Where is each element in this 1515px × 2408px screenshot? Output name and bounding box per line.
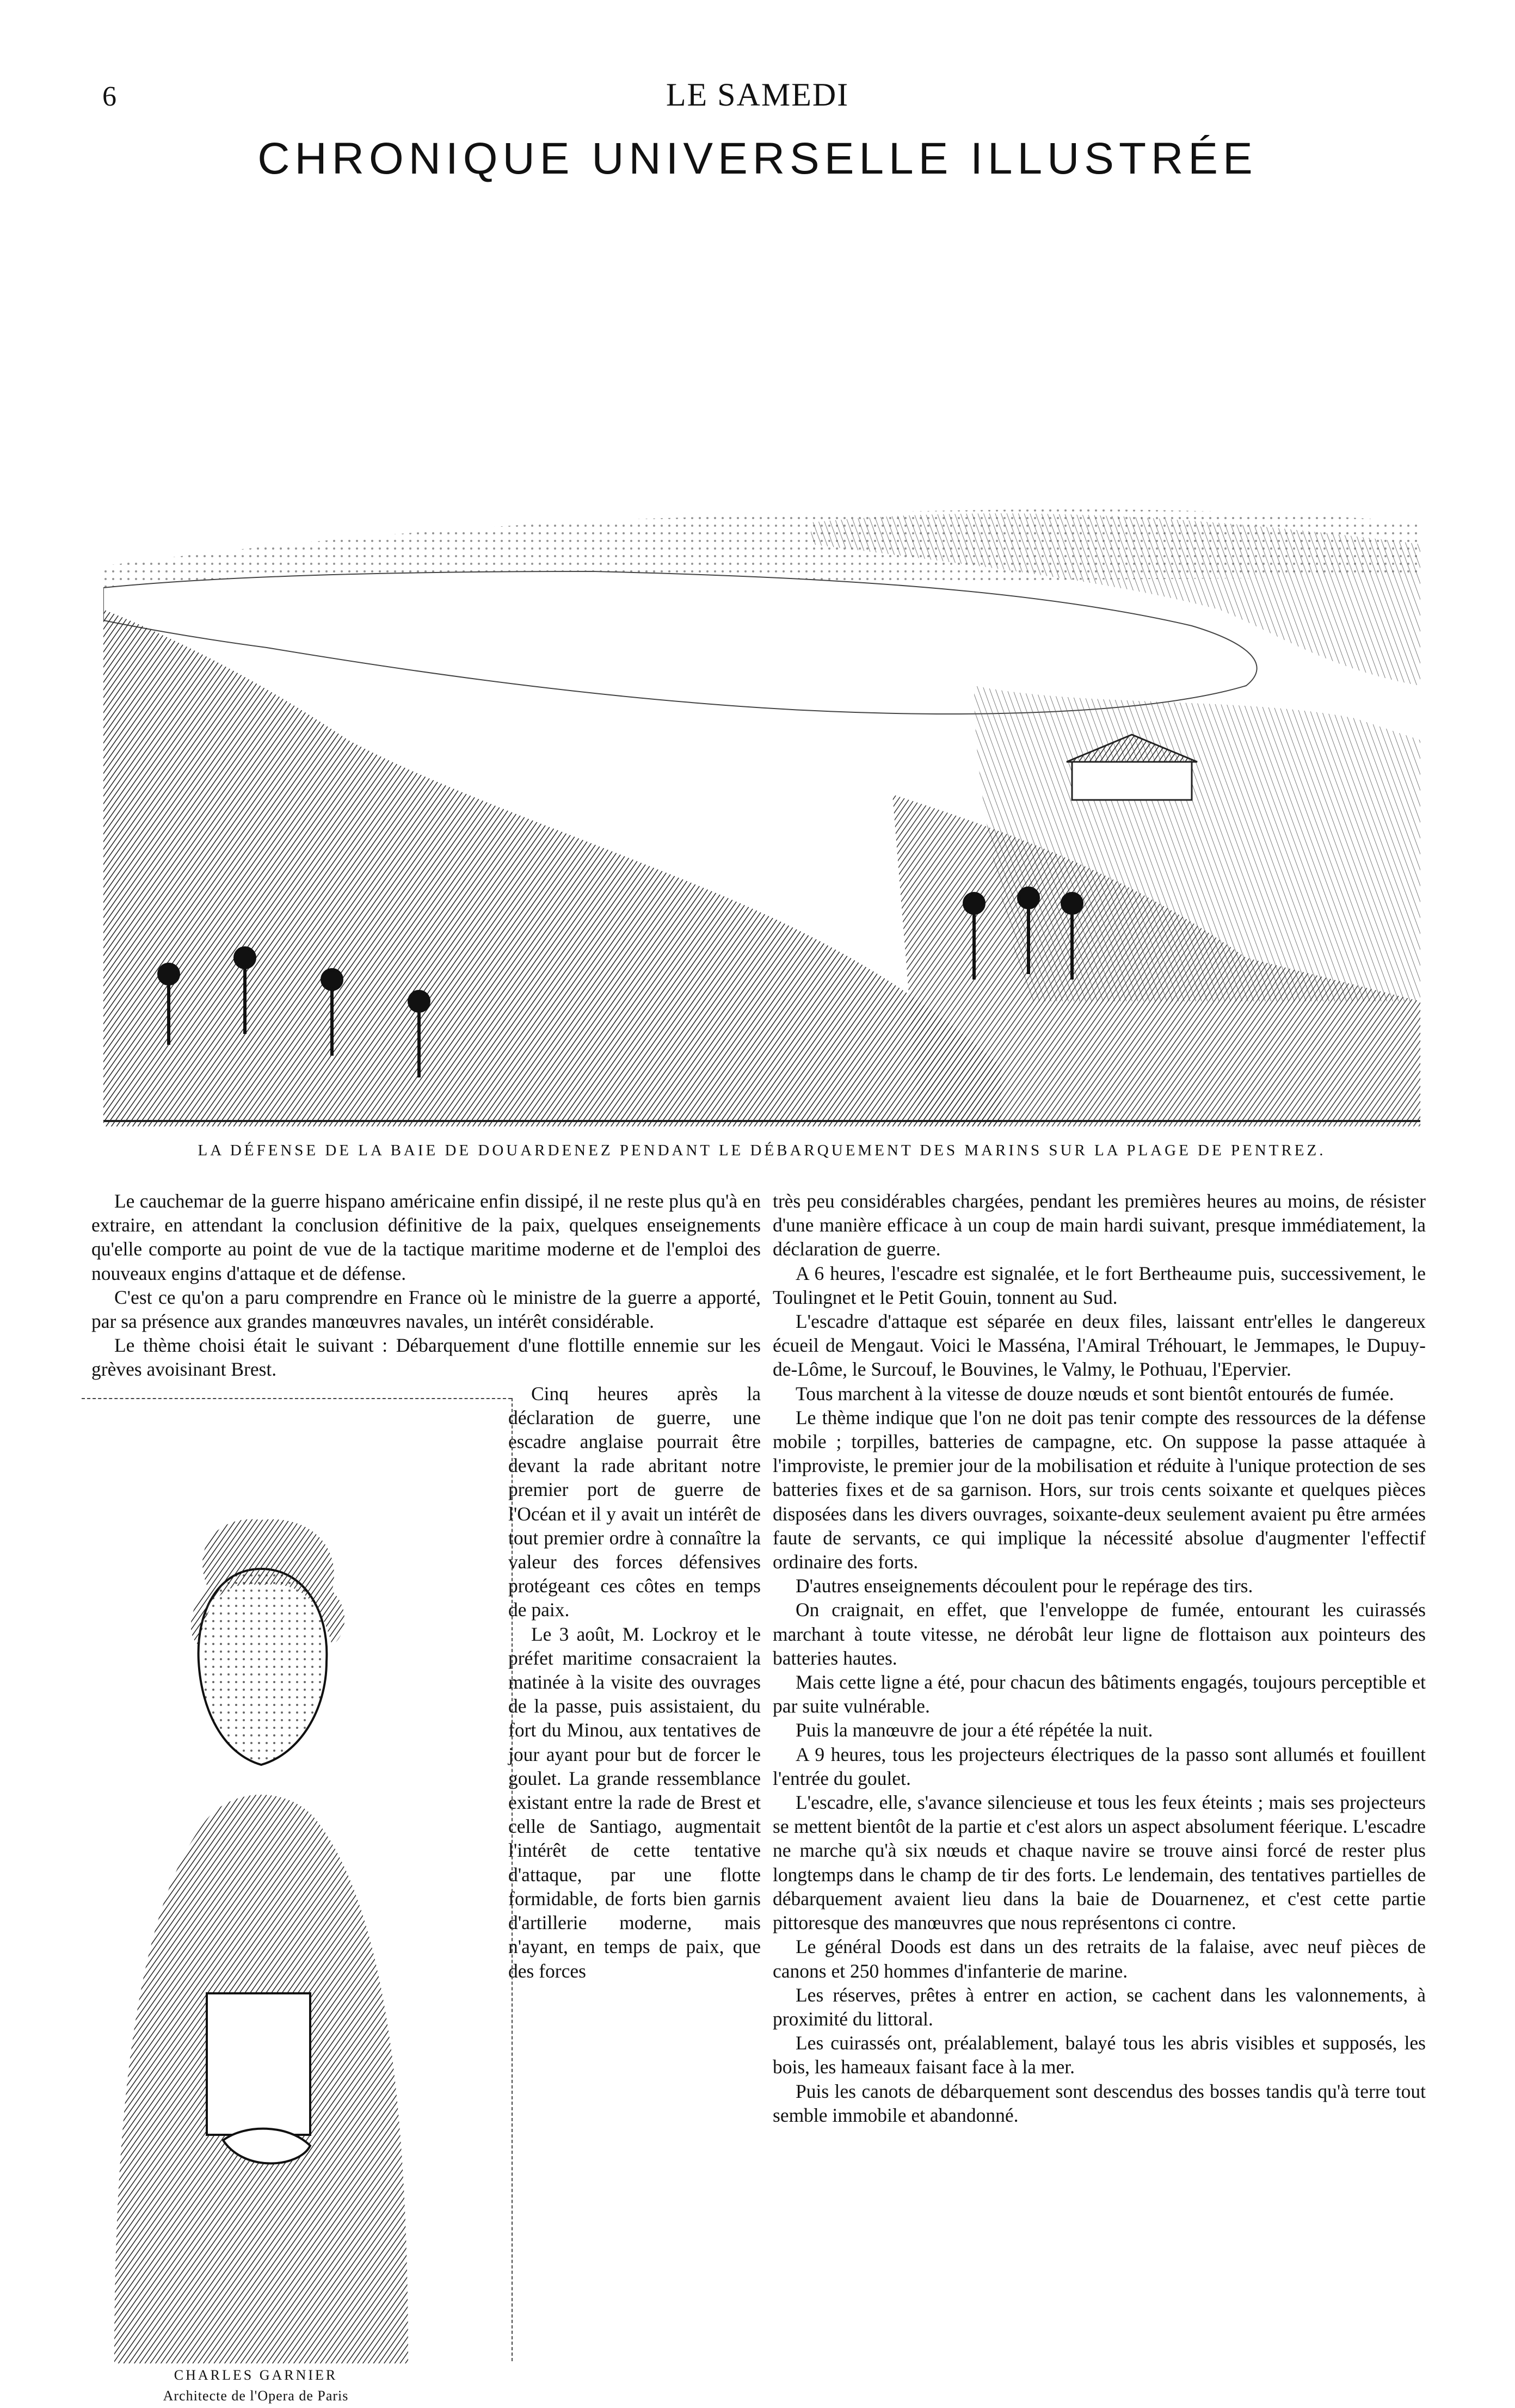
portrait-frame-right [512, 1398, 513, 2361]
article-paragraph: très peu considérables chargées, pendant les premières heures au moins, de résister d'une manière efficace à un coup de main hardi suivant, presque immédiatement, la déclaration de guerre. [773, 1190, 1426, 1260]
article-paragraph: A 6 heures, l'escadre est signalée, et le fort Bertheaume puis, successivement, le Toulingnet et le Petit Gouin, tonnent au Sud. [773, 1262, 1426, 1308]
portrait-block [0, 1384, 494, 2404]
engraving-svg [103, 196, 1420, 1126]
page-number: 6 [102, 81, 116, 112]
article-paragraph: Le 3 août, M. Lockroy et le préfet maritime consacraient la matinée à la visite des ouvrages de la passe, puis assistaient, du fort du Minou, aux tentatives de jour ayant pour but de forcer le goulet. La grande ressemblance existant entre la rade de Brest et celle de Santiago, augmentait l'intérêt de cette tentative d'attaque, par une flotte formidable, de forts bien garnis d'artillerie moderne, mais n'ayant, en temps de paix, que des forces [508, 1623, 761, 1982]
article-paragraph: Les cuirassés ont, préalablement, balayé tous les abris visibles et supposés, les bois, les hameaux faisant face à la mer. [773, 2032, 1426, 2078]
article-paragraph: Le thème choisi était le suivant : Débarquement d'une flottille ennemie sur les grèves avoisinant Brest. [91, 1334, 761, 1381]
article-paragraph: Le thème indique que l'on ne doit pas tenir compte des ressources de la défense mobile ; torpilles, batteries de campagne, etc. On suppose la passe attaquée à l'improviste, le premier jour de la mobilisation et réduite à l'unique protection de ses batteries fixes et de sa garnison. Hors, sur trois cents soixante et quelques pièces disposées dans les divers ouvrages, soixante-deux seulement avaient pu être armées faute de servants, ce qui implique la nécessité absolue d'augmenter l'effectif ordinaire des forts. [773, 1406, 1426, 1573]
portrait-caption-role: Architecte de l'Opera de Paris [163, 2387, 349, 2404]
journal-name: LE SAMEDI [666, 77, 849, 113]
charles-garnier-portrait [82, 1406, 430, 2363]
article-column-right [773, 1189, 1426, 2127]
portrait-frame-top [82, 1398, 512, 1399]
article-paragraph: Tous marchent à la vitesse de douze nœuds et sont bientôt entourés de fumée. [796, 1382, 1394, 1405]
article-paragraph: C'est ce qu'on a paru comprendre en France où le ministre de la guerre a apporté, par sa présence aux grandes manœuvres navales, un intérêt considérable. [91, 1286, 761, 1333]
portrait-svg [82, 1406, 430, 2363]
portrait-caption-name: CHARLES GARNIER [174, 2367, 338, 2383]
article-paragraph: Le général Doods est dans un des retraits de la falaise, avec neuf pièces de canons et 250 hommes d'infanterie de marine. [773, 1936, 1426, 1982]
journal-subtitle: CHRONIQUE UNIVERSELLE ILLUSTRÉE [257, 134, 1258, 183]
article-paragraph: Cinq heures après la déclaration de guerre, une escadre anglaise pourrait être devant la rade abritant notre premier port de guerre de l'Océan et il y avait un intérêt de tout premier ordre à connaître la valeur des forces défensives protégeant ces côtes en temps de paix. [508, 1382, 761, 1621]
article-paragraph: A 9 heures, tous les projecteurs électriques de la passo sont allumés et fouillent l'entrée du goulet. [773, 1743, 1426, 1789]
article-paragraph: Puis les canots de débarquement sont descendus des bosses tandis qu'à terre tout semble immobile et abandonné. [773, 2080, 1426, 2126]
article-paragraph: Le cauchemar de la guerre hispano américaine enfin dissipé, il ne reste plus qu'à en extraire, en attendant la conclusion définitive de la paix, quelques enseignements qu'elle comporte au point de vue de la tactique maritime moderne et de l'emploi des nouveaux engins d'attaque et de défense. [91, 1190, 761, 1284]
article-paragraph: D'autres enseignements découlent pour le repérage des tirs. [796, 1575, 1253, 1597]
article-column-left [91, 1189, 761, 2404]
article-paragraph: On craignait, en effet, que l'enveloppe de fumée, entourant les cuirassés marchant à toute vitesse, ne dérobât leur ligne de flottaison aux pointeurs des batteries hautes. [773, 1599, 1426, 1669]
article-paragraph: L'escadre d'attaque est séparée en deux files, laissant entr'elles le dangereux écueil de Mengaut. Voici le Masséna, l'Amiral Tréhouart, le Jemmapes, le Dupuy-de-Lôme, le Surcouf, le Bouvines, le Valmy, le Pothuau, l'Epervier. [773, 1310, 1426, 1381]
article-paragraph: Les réserves, prêtes à entrer en action, se cachent dans les valonnements, à proximité du littoral. [773, 1984, 1426, 2030]
bay-landscape-engraving [103, 196, 1420, 1126]
article-paragraph: Mais cette ligne a été, pour chacun des bâtiments engagés, toujours perceptible et par suite vulnérable. [773, 1671, 1426, 1717]
illustration-caption: LA DÉFENSE DE LA BAIE DE DOUARDENEZ PENDANT LE DÉBARQUEMENT DES MARINS SUR LA PLAGE DE PENTREZ. [198, 1142, 1326, 1159]
article-paragraph: L'escadre, elle, s'avance silencieuse et tous les feux éteints ; mais ses projecteurs se mettent bientôt de la partie et c'est alors un aspect absolument féerique. L'escadre ne marche qu'à six nœuds et chaque navire se trouve ainsi forcé de rester plus longtemps dans le champ de tir des forts. Le lendemain, des tentatives partielles de débarquement avaient lieu dans la baie de Douarnenez, et c'est cette partie pittoresque des manœuvres que nous représentons ci contre. [773, 1791, 1426, 1934]
article-paragraph: Puis la manœuvre de jour a été répétée la nuit. [796, 1719, 1153, 1741]
